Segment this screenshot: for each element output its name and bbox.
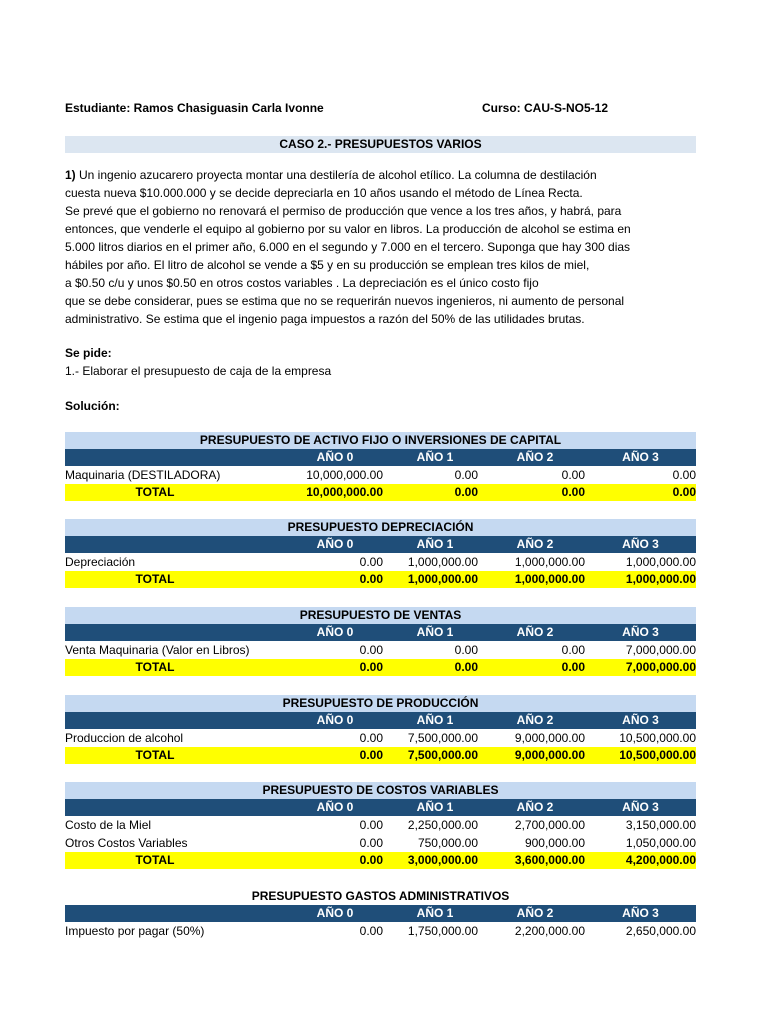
year-header: AÑO 3 (622, 906, 659, 920)
problem-line: Se prevé que el gobierno no renovará el permiso de producción que vence a los tres años, y habrá, para (65, 204, 622, 218)
total-row (65, 659, 696, 676)
total-label: TOTAL (135, 660, 175, 674)
row-label: Depreciación (65, 555, 136, 569)
row-value: 7,500,000.00 (407, 731, 478, 745)
problem-line: que se debe considerar, pues se estima que no se requerirán nuevos ingenieros, ni aumento de personal (65, 294, 625, 308)
row-value: 2,650,000.00 (625, 924, 696, 938)
budget-gastos-administrativos (65, 888, 696, 940)
budget-produccion (65, 695, 696, 764)
row-label: Produccion de alcohol (65, 731, 184, 745)
total-label: TOTAL (135, 485, 175, 499)
table-row (65, 816, 696, 834)
budget-depreciacion (65, 519, 696, 588)
total-value: 0.00 (561, 660, 585, 674)
total-value: 0.00 (454, 485, 478, 499)
row-value: 0.00 (359, 555, 383, 569)
total-label: TOTAL (135, 572, 175, 586)
row-value: 900,000.00 (524, 836, 585, 850)
total-value: 3,600,000.00 (514, 853, 585, 867)
table-row (65, 466, 696, 484)
solucion-heading: Solución: (65, 399, 120, 413)
problem-line: entonces, que venderle el equipo al gobierno por su valor en libros. La producción de alcohol se estima en (65, 222, 631, 236)
year-header: AÑO 3 (622, 625, 659, 639)
year-header: AÑO 1 (416, 625, 454, 639)
year-header: AÑO 0 (316, 713, 354, 727)
problem-line: hábiles por año. El litro de alcohol se vende a $5 y en su producción se emplean tres kilos de miel, (65, 258, 590, 272)
row-value: 1,050,000.00 (625, 836, 696, 850)
total-label: TOTAL (135, 853, 175, 867)
se-pide-heading: Se pide: (65, 346, 112, 360)
row-value: 10,000,000.00 (306, 468, 383, 482)
row-value: 0.00 (359, 924, 383, 938)
total-label: TOTAL (135, 748, 175, 762)
row-value: 1,750,000.00 (407, 924, 478, 938)
row-value: 2,700,000.00 (514, 818, 585, 832)
row-value: 0.00 (561, 468, 585, 482)
year-header: AÑO 3 (622, 537, 659, 551)
total-value: 7,000,000.00 (625, 660, 696, 674)
row-value: 7,000,000.00 (625, 643, 696, 657)
year-header: AÑO 1 (416, 800, 454, 814)
budget-title: PRESUPUESTO DE ACTIVO FIJO O INVERSIONES DE CAPITAL (65, 432, 696, 449)
total-value: 1,000,000.00 (625, 572, 696, 586)
year-header: AÑO 3 (622, 450, 659, 464)
table-row (65, 641, 696, 659)
year-header: AÑO 2 (516, 800, 554, 814)
problem-number: 1) (65, 168, 76, 182)
row-value: 9,000,000.00 (514, 731, 585, 745)
year-header: AÑO 2 (516, 537, 554, 551)
total-value: 0.00 (454, 660, 478, 674)
year-header-row (65, 449, 696, 466)
total-value: 0.00 (672, 485, 696, 499)
year-header-row (65, 799, 696, 816)
problem-line: administrativo. Se estima que el ingenio paga impuestos a razón del 50% de las utilidades brutas. (65, 312, 585, 326)
budget-title: PRESUPUESTO DE PRODUCCIÓN (65, 695, 696, 712)
year-header: AÑO 3 (622, 800, 659, 814)
year-header: AÑO 1 (416, 450, 454, 464)
row-value: 0.00 (561, 643, 585, 657)
table-row (65, 729, 696, 747)
row-label: Impuesto por pagar (50%) (65, 924, 205, 938)
row-value: 2,200,000.00 (514, 924, 585, 938)
total-value: 0.00 (359, 660, 383, 674)
row-value: 0.00 (359, 643, 383, 657)
course-code: Curso: CAU-S-NO5-12 (482, 101, 609, 115)
total-value: 0.00 (359, 572, 383, 586)
total-value: 4,200,000.00 (625, 853, 696, 867)
row-value: 1,000,000.00 (625, 555, 696, 569)
total-value: 0.00 (359, 853, 383, 867)
budget-ventas (65, 607, 696, 676)
year-header: AÑO 2 (516, 713, 554, 727)
budget-title: PRESUPUESTO DEPRECIACIÓN (65, 519, 696, 536)
table-row (65, 922, 696, 940)
total-value: 1,000,000.00 (407, 572, 478, 586)
year-header-row (65, 624, 696, 641)
total-row (65, 484, 696, 501)
year-header: AÑO 0 (316, 625, 354, 639)
year-header: AÑO 0 (316, 450, 354, 464)
row-value: 2,250,000.00 (407, 818, 478, 832)
problem-line: 1) Un ingenio azucarero proyecta montar una destilería de alcohol etílico. La columna de destilación (65, 168, 597, 182)
year-header-row (65, 536, 696, 553)
row-value: 3,150,000.00 (625, 818, 696, 832)
total-value: 7,500,000.00 (407, 748, 478, 762)
total-value: 1,000,000.00 (514, 572, 585, 586)
row-label: Otros Costos Variables (65, 836, 188, 850)
row-value: 0.00 (454, 643, 478, 657)
row-value: 10,500,000.00 (619, 731, 696, 745)
row-label: Maquinaria (DESTILADORA) (65, 468, 221, 482)
pide-item: 1.- Elaborar el presupuesto de caja de la empresa (65, 364, 332, 378)
case-title: CASO 2.- PRESUPUESTOS VARIOS (65, 136, 696, 153)
document-header (65, 101, 705, 117)
budget-title: PRESUPUESTO DE COSTOS VARIABLES (65, 782, 696, 799)
year-header: AÑO 0 (316, 906, 354, 920)
year-header: AÑO 0 (316, 537, 354, 551)
year-header: AÑO 3 (622, 713, 659, 727)
problem-line: a $0.50 c/u y unos $0.50 en otros costos variables . La depreciación es el único costo fijo (65, 276, 539, 290)
table-row (65, 553, 696, 571)
total-value: 10,500,000.00 (619, 748, 696, 762)
problem-line: 5.000 litros diarios en el primer año, 6.000 en el segundo y 7.000 en el tercero. Suponga que hay 300 dias (65, 240, 631, 254)
year-header: AÑO 0 (316, 800, 354, 814)
year-header-row (65, 712, 696, 729)
year-header: AÑO 1 (416, 713, 454, 727)
total-value: 0.00 (359, 748, 383, 762)
row-value: 1,000,000.00 (407, 555, 478, 569)
year-header: AÑO 2 (516, 625, 554, 639)
total-row (65, 852, 696, 869)
total-row (65, 571, 696, 588)
budget-activo-fijo (65, 432, 696, 501)
row-label: Costo de la Miel (65, 818, 152, 832)
budget-title: PRESUPUESTO DE VENTAS (65, 607, 696, 624)
row-value: 0.00 (672, 468, 696, 482)
row-value: 750,000.00 (417, 836, 478, 850)
budget-title: PRESUPUESTO GASTOS ADMINISTRATIVOS (65, 888, 696, 905)
year-header-row (65, 905, 696, 922)
budget-costos-variables (65, 782, 696, 869)
year-header: AÑO 2 (516, 450, 554, 464)
total-row (65, 747, 696, 764)
row-value: 0.00 (359, 836, 383, 850)
row-value: 0.00 (359, 818, 383, 832)
problem-statement (65, 166, 715, 328)
total-value: 0.00 (561, 485, 585, 499)
row-value: 1,000,000.00 (514, 555, 585, 569)
row-value: 0.00 (454, 468, 478, 482)
row-value: 0.00 (359, 731, 383, 745)
total-value: 3,000,000.00 (407, 853, 478, 867)
row-label: Venta Maquinaria (Valor en Libros) (65, 643, 250, 657)
table-row (65, 834, 696, 852)
total-value: 10,000,000.00 (306, 485, 383, 499)
total-value: 9,000,000.00 (514, 748, 585, 762)
year-header: AÑO 1 (416, 537, 454, 551)
year-header: AÑO 2 (516, 906, 554, 920)
year-header: AÑO 1 (416, 906, 454, 920)
student-name: Estudiante: Ramos Chasiguasin Carla Ivonne (65, 101, 324, 115)
problem-line: cuesta nueva $10.000.000 y se decide depreciarla en 10 años usando el método de Línea Recta. (65, 186, 583, 200)
